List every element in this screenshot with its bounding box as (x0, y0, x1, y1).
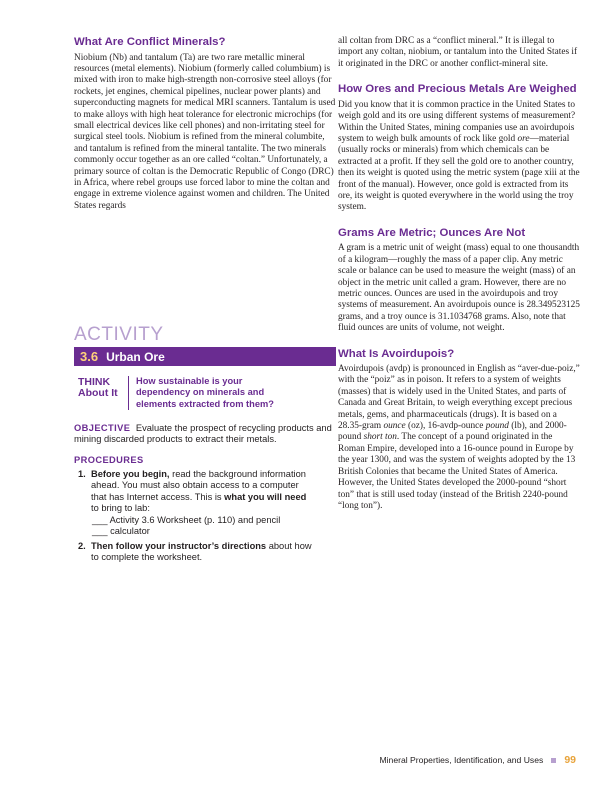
activity-label: ACTIVITY (74, 324, 164, 345)
procedures-heading: PROCEDURES (74, 454, 144, 465)
step-1-bold: what you will need (224, 491, 307, 502)
footer-square-icon (551, 758, 556, 763)
avoirdupois-text (338, 364, 580, 512)
right-column (338, 36, 580, 512)
conflict-minerals-continued: all coltan from DRC as a “conflict mineral.” It is illegal to import any coltan, niobium, or tantalum into the United States if it originated in the DRC or another conflict-mineral site. (338, 36, 578, 69)
avdp-text-d: . The concept of a pound originated in the Roman Empire, developed into a 16-ounce pound in Europe by the year 1300, and was the system of weights adopted by the 13 British Colonies that became the United States of America. However, the United States developed the 2000-pound “short ton” that is still used today (instead of the British 2240-pound “long ton”). (338, 432, 576, 511)
heading-grams-metric: Grams Are Metric; Ounces Are Not (338, 226, 526, 239)
short-ton-term: short ton (363, 432, 397, 443)
step-1-body (91, 469, 313, 538)
pound-term: pound (485, 421, 509, 432)
think-label-line2: About It (78, 387, 118, 399)
think-question: How sustainable is your dependency on minerals and elements extracted from them? (128, 376, 286, 410)
footer-chapter-title: Mineral Properties, Identification, and Uses (379, 755, 544, 765)
ores-weighed-paragraph (338, 100, 580, 214)
grams-paragraph: A gram is a metric unit of weight (mass) equal to one thousandth of a kilogram—roughly the mass of a paper clip. Any metric scale or balance can be used to measure the weight (mass) of an object in the metric unit called a gram. However, there are no metric ounces. Ounces are used in the avoirdupois and troy systems of measurement. An avoirdupois ounce is 28.349523125 grams, and a troy ounce is 31.1034768 grams. Also, note that fluid ounces are units of volume, not weight. (338, 243, 580, 334)
step-1-tail: to bring to lab: (91, 503, 150, 514)
step-number: 2. (78, 540, 86, 551)
avdp-text-a: Avoirdupois (avdp) is pronounced in English as “aver-due-poiz,” with the “poiz” as in poison. It refers to a system of weights (masses) that is widely used in the United States, and parts of Canada and Great Britain, to weigh everything except precious metals, gems, and pharmaceuticals (drugs). It is based on a 28.35-gram (338, 364, 580, 432)
activity-title: Urban Ore (106, 349, 165, 364)
activity-number: 3.6 (80, 349, 99, 364)
step-2-lead: Then follow your instructor’s directions (91, 540, 267, 551)
step-number: 1. (78, 468, 86, 479)
think-about-it (78, 376, 336, 410)
step-2-body (91, 541, 313, 564)
avdp-text-c: (lb), and 2000-pound (338, 421, 567, 443)
activity-box (74, 325, 336, 564)
heading-avoirdupois: What Is Avoirdupois? (338, 347, 455, 360)
procedure-step-2 (74, 541, 336, 564)
right-text (338, 36, 580, 70)
objective (74, 423, 336, 446)
think-label (78, 376, 128, 410)
avdp-text-b: (oz), 16-avdp-ounce (405, 421, 486, 432)
procedure-step-1 (74, 469, 336, 538)
ores-text-a: Did you know that it is common practice in the United States to weigh gold and its ore using different systems of measurement? Within the United States, mining companies use an avoirdupois system to weigh bulk amounts of rock like gold (338, 99, 576, 144)
page-footer (379, 754, 576, 766)
heading-ores-weighed: How Ores and Precious Metals Are Weighed (338, 83, 577, 96)
heading-conflict-minerals: What Are Conflict Minerals? (74, 36, 226, 48)
ores-weighed-text (338, 100, 580, 214)
conflict-minerals-paragraph: Niobium (Nb) and tantalum (Ta) are two rare metallic mineral resources (metal elements). Niobium (formerly called columbium) is mixed with iron to make high-strength non-corrosive steel alloys (for rockets, jet engines, chemical pipelines, nuclear power plants) and superconducting magnets for medical MRI scanners. Tantalum is used to make alloys with high heat tolerance for electronic microchips (for small electrical devices like cell phones) and non-irritating steel for surgical steel tools. Niobium is refined from the mineral columbite, and tantalum is refined from the mineral tantalite. The two minerals commonly occur together as an ore called “coltan.” Unfortunately, a primary source of coltan is the Democratic Republic of Congo (DRC) in Africa, where rebel groups use forced labor to mine the coltan and engage in extreme violence against women and children. The United States regards (74, 52, 336, 211)
ounce-term: ounce (383, 421, 406, 432)
checklist-worksheet: ___ Activity 3.6 Worksheet (p. 110) and pencil (92, 514, 281, 525)
think-label-line1: THINK (78, 376, 111, 388)
step-2-text: about how to complete the worksheet. (91, 540, 312, 563)
objective-text: Evaluate the prospect of recycling products and mining discarded products to extract their metals. (74, 422, 332, 445)
avoirdupois-paragraph (338, 364, 580, 512)
objective-label: OBJECTIVE (74, 422, 131, 433)
step-1-text: read the background information ahead. You must also obtain access to a computer that has Internet access. This is (91, 468, 306, 502)
ore-term: ore (517, 133, 530, 144)
activity-title-bar (74, 347, 336, 366)
page-number: 99 (564, 754, 576, 766)
step-1-lead: Before you begin, (91, 468, 170, 479)
ores-text-b: —material (usually rocks or minerals) from which chemicals can be extracted at a profit. If they sell the gold ore to another country, then its weight is quoted using the metric system (page xiii at the front of the manual). However, once gold is extracted from its ore, its weight is quoted everywhere in the world using the troy system. (338, 133, 580, 213)
conflict-minerals-text (74, 53, 336, 213)
grams-text (338, 243, 580, 334)
checklist-calculator: ___ calculator (92, 526, 150, 537)
left-column (74, 36, 336, 212)
